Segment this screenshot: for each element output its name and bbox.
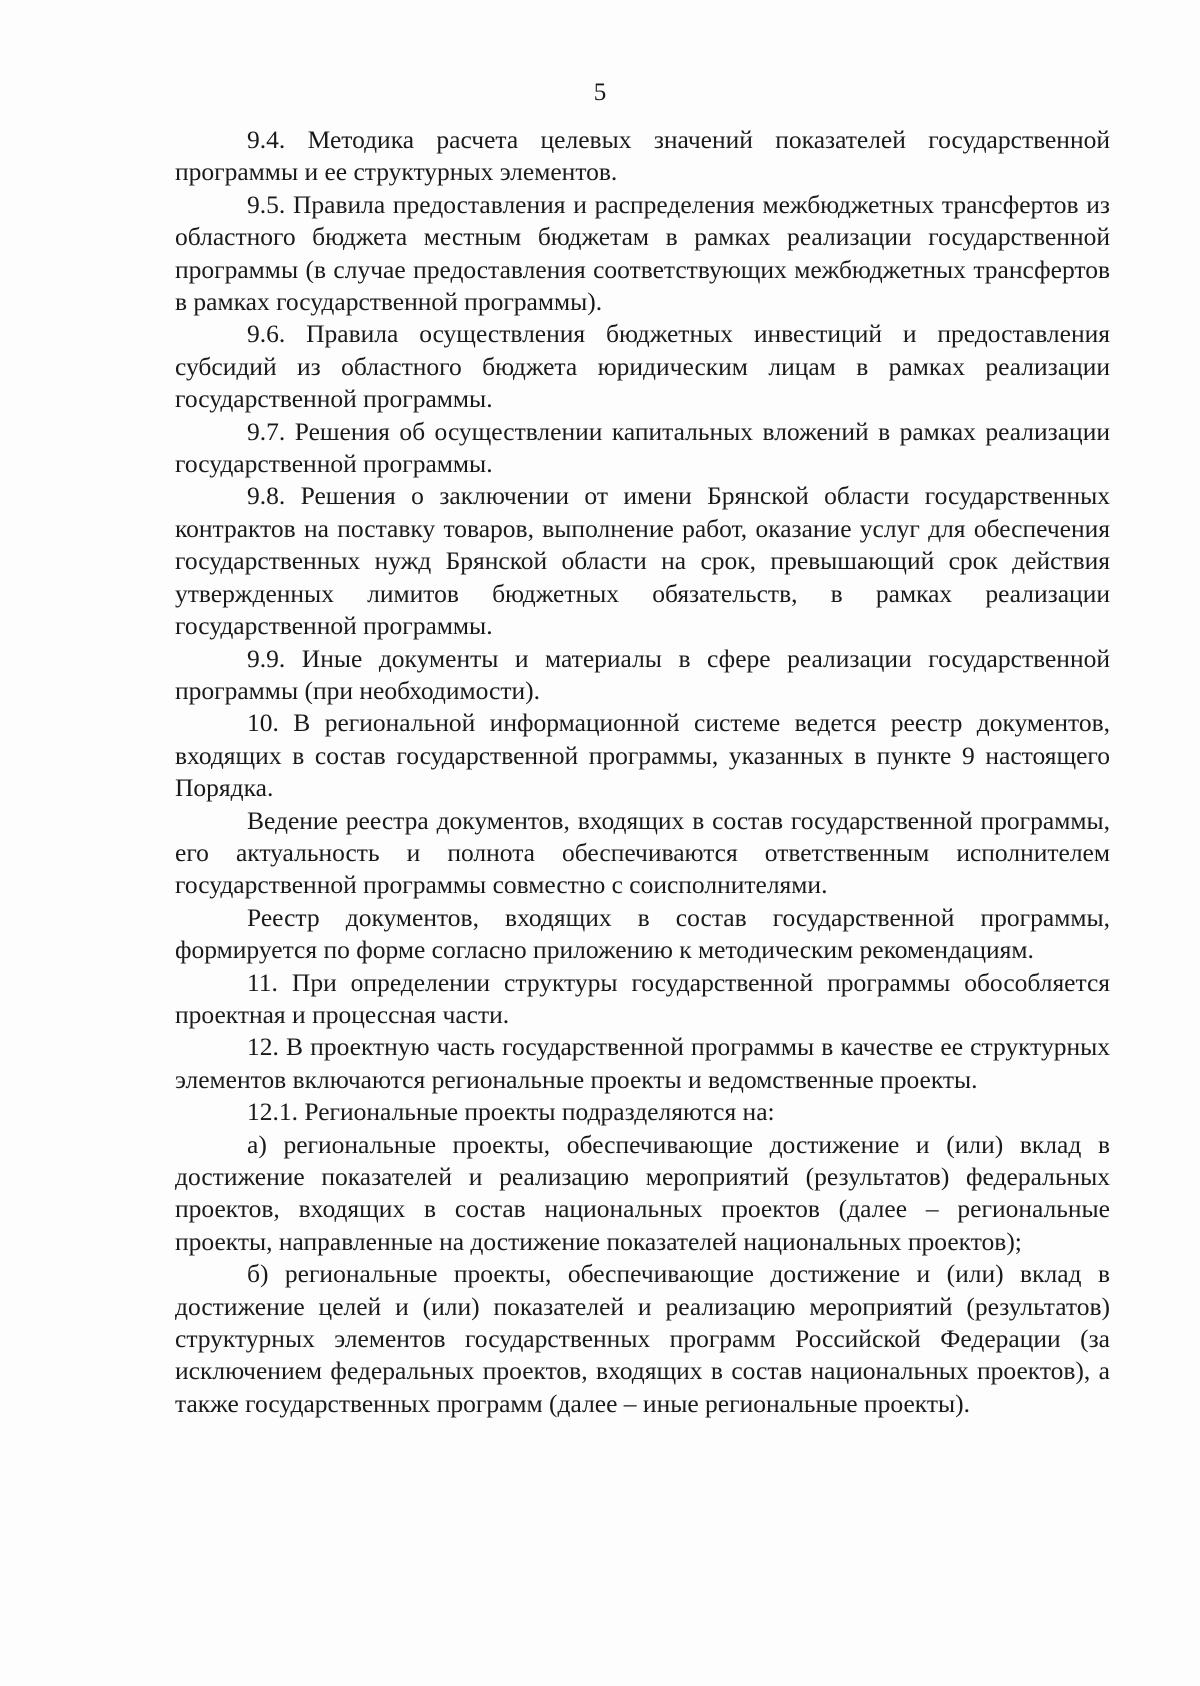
paragraph-10: 10. В региональной информационной системе ведется реестр документов, входящих в состав государственной программы, указанных в пункте 9 настоящего Порядка.: [175, 708, 1110, 803]
paragraph-registry-maintenance: Ведение реестра документов, входящих в состав государственной программы, его актуальность и полнота обеспечиваются ответственным исполнителем государственной программы совместно с соисполнителями.: [175, 805, 1110, 900]
paragraph-9-9: 9.9. Иные документы и материалы в сфере реализации государственной программы (при необходимости).: [175, 643, 1110, 705]
paragraph-9-5: 9.5. Правила предоставления и распределения межбюджетных трансфертов из областного бюджета местным бюджетам в рамках реализации государственной программы (в случае предоставления соответствующих межбюджетных трансфертов в рамках государственной программы).: [175, 189, 1110, 317]
paragraph-12: 12. В проектную часть государственной программы в качестве ее структурных элементов включаются региональные проекты и ведомственные проекты.: [175, 1032, 1110, 1094]
document-body: [175, 124, 1110, 1420]
paragraph-9-4: 9.4. Методика расчета целевых значений показателей государственной программы и ее структурных элементов.: [175, 125, 1110, 187]
paragraph-12-1: 12.1. Региональные проекты подразделяются на:: [247, 1097, 775, 1127]
paragraph-9-6: 9.6. Правила осуществления бюджетных инвестиций и предоставления субсидий из областного бюджета юридическим лицам в рамках реализации государственной программы.: [175, 319, 1110, 414]
paragraph-12-1-a: а) региональные проекты, обеспечивающие достижение и (или) вклад в достижение показателей и реализацию мероприятий (результатов) федеральных проектов, входящих в состав национальных проектов (далее – региональные проекты, направленные на достижение показателей национальных проектов);: [175, 1129, 1110, 1256]
page-number: 5: [593, 79, 607, 106]
paragraph-9-8: 9.8. Решения о заключении от имени Брянской области государственных контрактов на поставку товаров, выполнение работ, оказание услуг для обеспечения государственных нужд Брянской области на срок, превышающий срок действия утвержденных лимитов бюджетных обязательств, в рамках реализации государственной программы.: [175, 481, 1110, 641]
paragraph-12-1-b: б) региональные проекты, обеспечивающие достижение и (или) вклад в достижение целей и (или) показателей и реализацию мероприятий (результатов) структурных элементов государственных программ Российской Федерации (за исключением федеральных проектов, входящих в состав национальных проектов), а также государственных программ (далее – иные региональные проекты).: [175, 1259, 1110, 1418]
paragraph-registry-form: Реестр документов, входящих в состав государственной программы, формируется по форме согласно приложению к методическим рекомендациям.: [175, 902, 1110, 965]
paragraph-11: 11. При определении структуры государственной программы обособляется проектная и процессная части.: [175, 967, 1110, 1029]
paragraph-9-7: 9.7. Решения об осуществлении капитальных вложений в рамках реализации государственной программы.: [175, 416, 1110, 479]
